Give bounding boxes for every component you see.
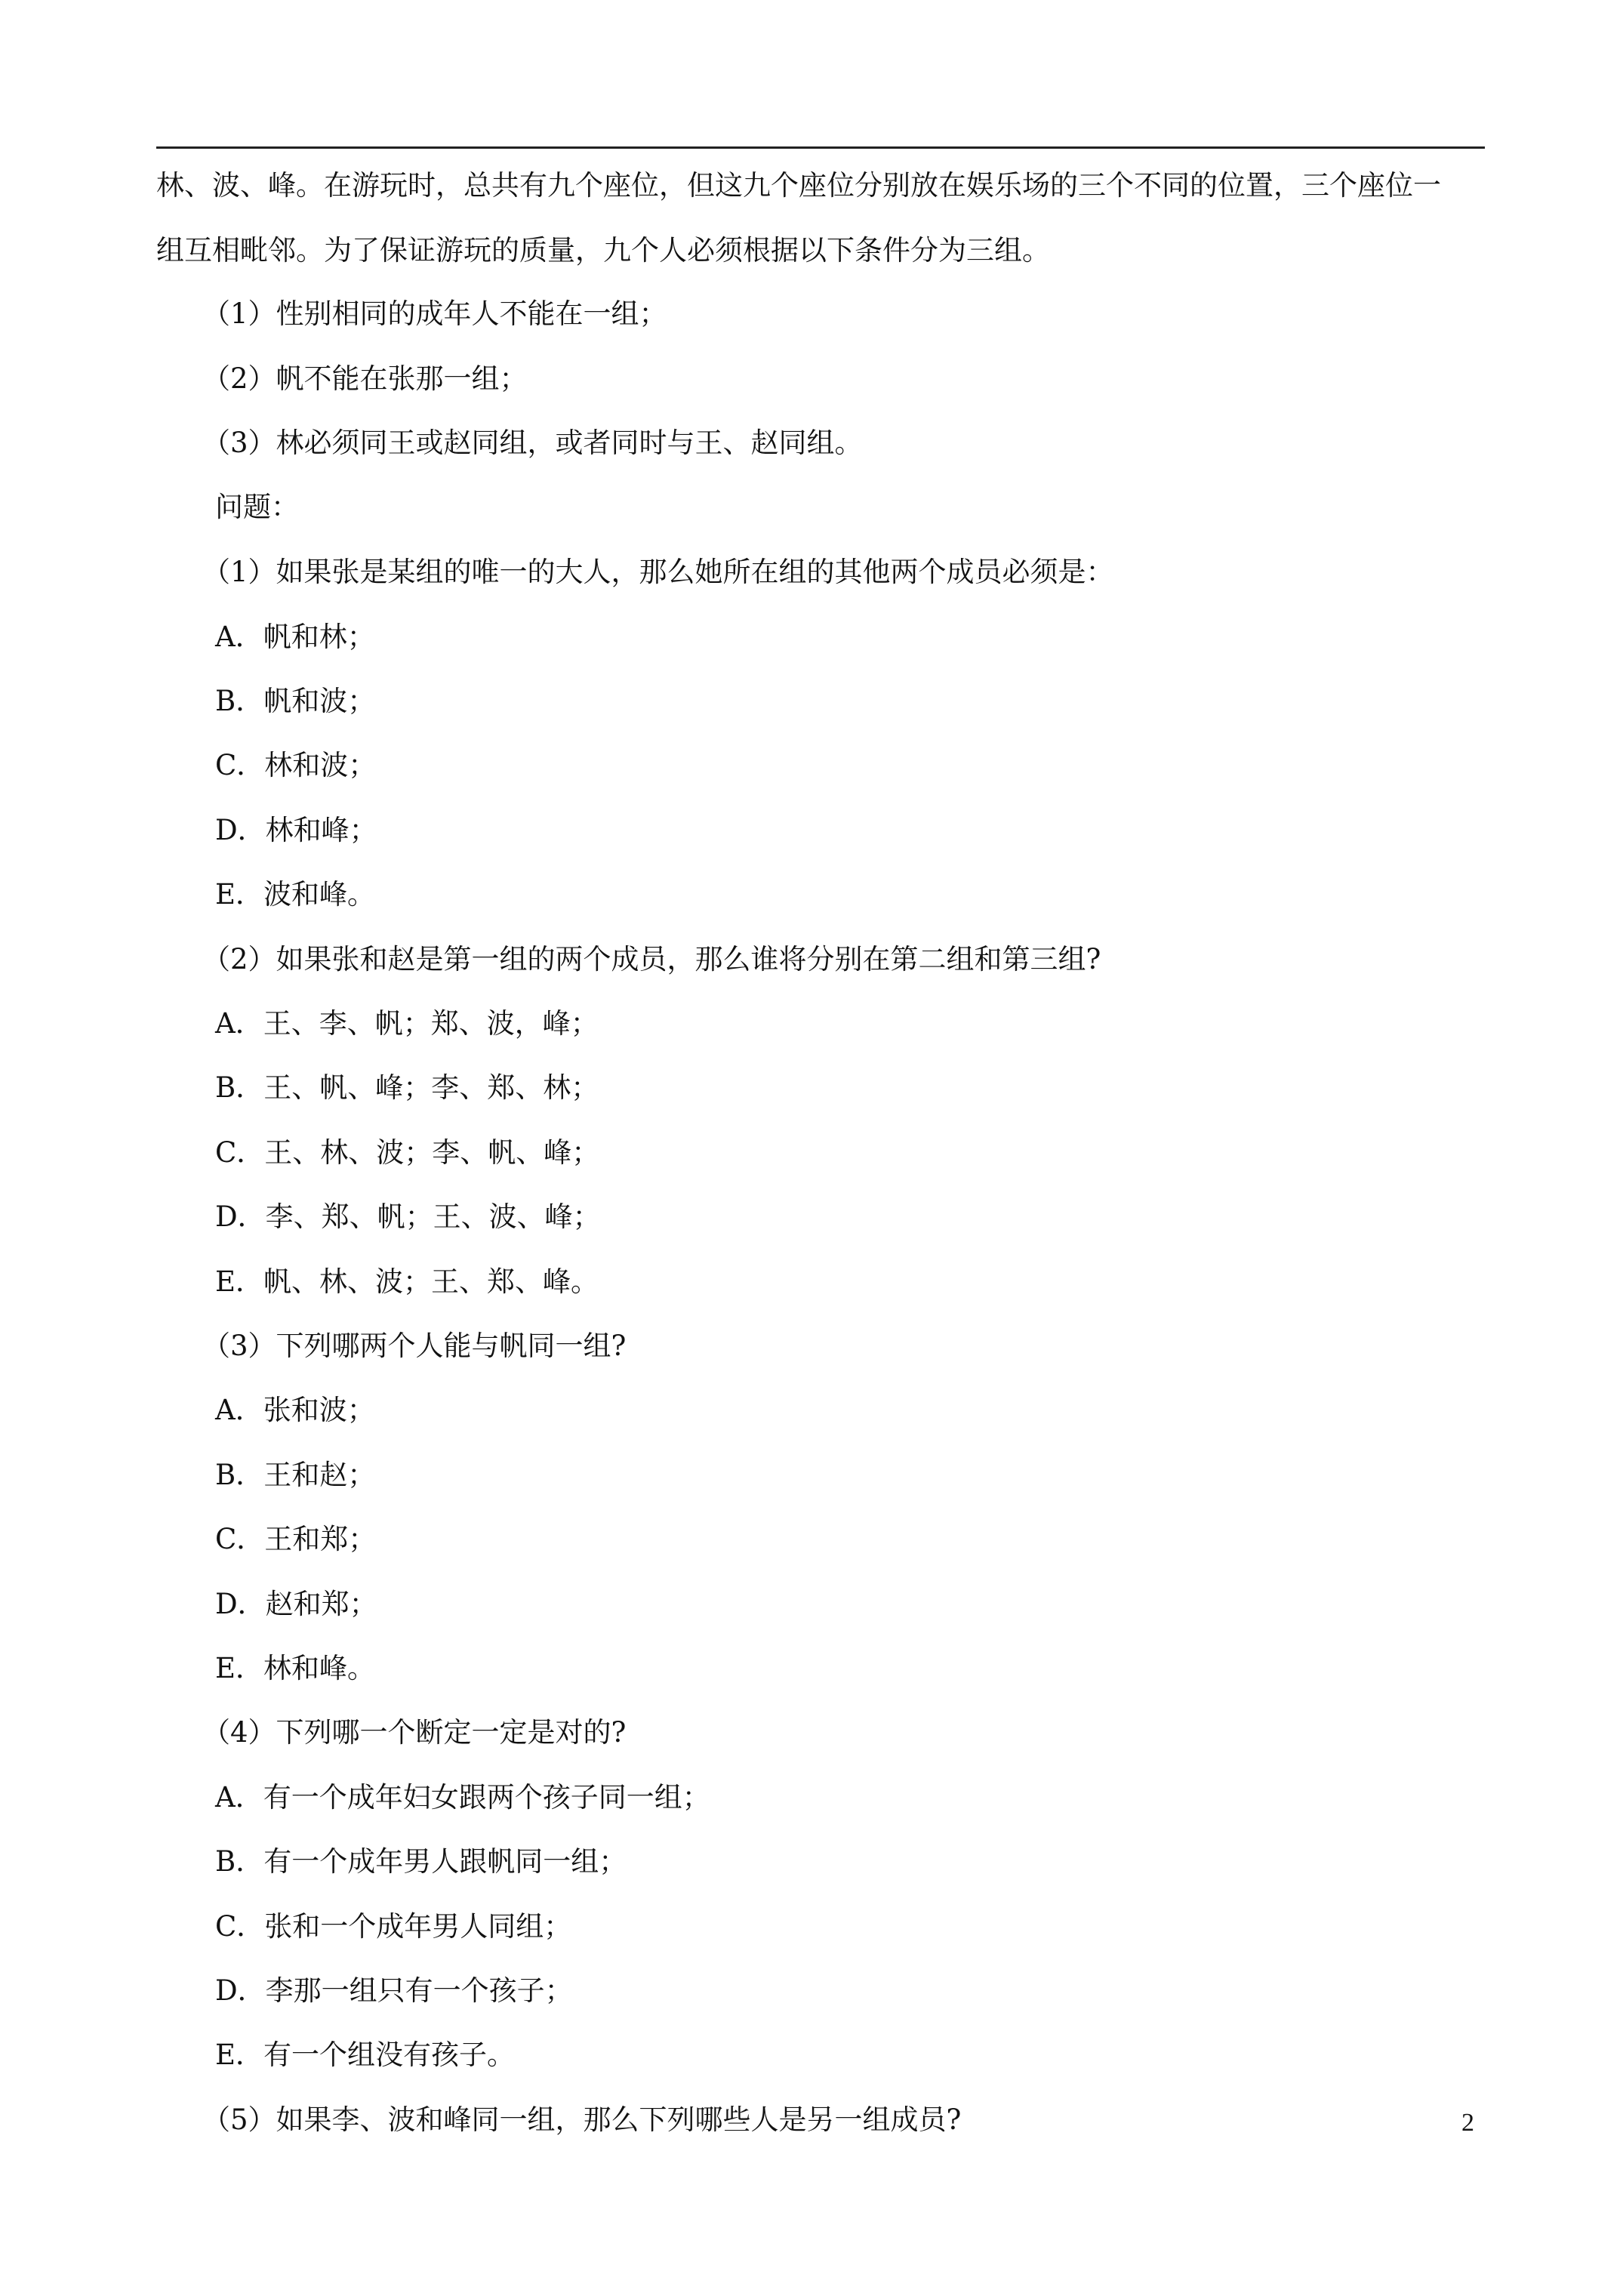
question-4-option-d: D．李那一组只有一个孩子； (215, 1974, 573, 2007)
question-3-prompt: （3）下列哪两个人能与帆同一组? (202, 1330, 627, 1362)
question-2-option-e: E．帆、林、波；王、郑、峰。 (215, 1265, 599, 1298)
question-3-option-a: A．张和波； (215, 1394, 375, 1426)
condition-1: （1）性别相同的成年人不能在一组； (202, 297, 667, 330)
question-3-option-d: D．赵和郑； (215, 1588, 377, 1620)
intro-line-2: 组互相毗邻。为了保证游玩的质量，九个人必须根据以下条件分为三组。 (156, 234, 1050, 267)
question-1-option-b: B．帆和波； (215, 685, 376, 717)
question-3-option-b: B．王和赵； (215, 1459, 376, 1491)
question-2-option-c: C．王、林、波；李、帆、峰； (215, 1136, 600, 1169)
question-2-option-a: A．王、李、帆；郑、波，峰； (215, 1007, 599, 1040)
question-2-option-d: D．李、郑、帆；王、波、峰； (215, 1200, 601, 1233)
question-2-option-b: B．王、帆、峰；李、郑、林； (215, 1071, 599, 1104)
question-3-option-c: C．王和郑； (215, 1523, 377, 1555)
page-number: 2 (1461, 2109, 1474, 2137)
intro-line-1: 林、波、峰。在游玩时，总共有九个座位，但这九个座位分别放在娱乐场的三个不同的位置，三个座位一 (156, 169, 1441, 202)
question-1-prompt: （1）如果张是某组的唯一的大人，那么她所在组的其他两个成员必须是： (202, 556, 1114, 588)
header-rule (156, 146, 1485, 149)
questions-heading: 问题： (215, 491, 299, 523)
question-4-prompt: （4）下列哪一个断定一定是对的? (202, 1716, 627, 1749)
question-4-option-e: E．有一个组没有孩子。 (215, 2039, 516, 2071)
condition-2: （2）帆不能在张那一组； (202, 362, 528, 395)
question-1-option-c: C．林和波； (215, 749, 377, 781)
question-1-option-e: E．波和峰。 (215, 878, 376, 911)
question-3-option-e: E．林和峰。 (215, 1652, 376, 1684)
question-4-option-b: B．有一个成年男人跟帆同一组； (215, 1845, 627, 1878)
question-4-option-a: A．有一个成年妇女跟两个孩子同一组； (215, 1781, 710, 1814)
question-2-prompt: （2）如果张和赵是第一组的两个成员，那么谁将分别在第二组和第三组? (202, 943, 1101, 975)
question-4-option-c: C．张和一个成年男人同组； (215, 1910, 572, 1943)
question-1-option-a: A．帆和林； (215, 621, 375, 653)
question-5-prompt: （5）如果李、波和峰同一组，那么下列哪些人是另一组成员? (202, 2103, 962, 2136)
condition-3: （3）林必须同王或赵同组，或者同时与王、赵同组。 (202, 427, 863, 459)
question-1-option-d: D．林和峰； (215, 814, 377, 846)
